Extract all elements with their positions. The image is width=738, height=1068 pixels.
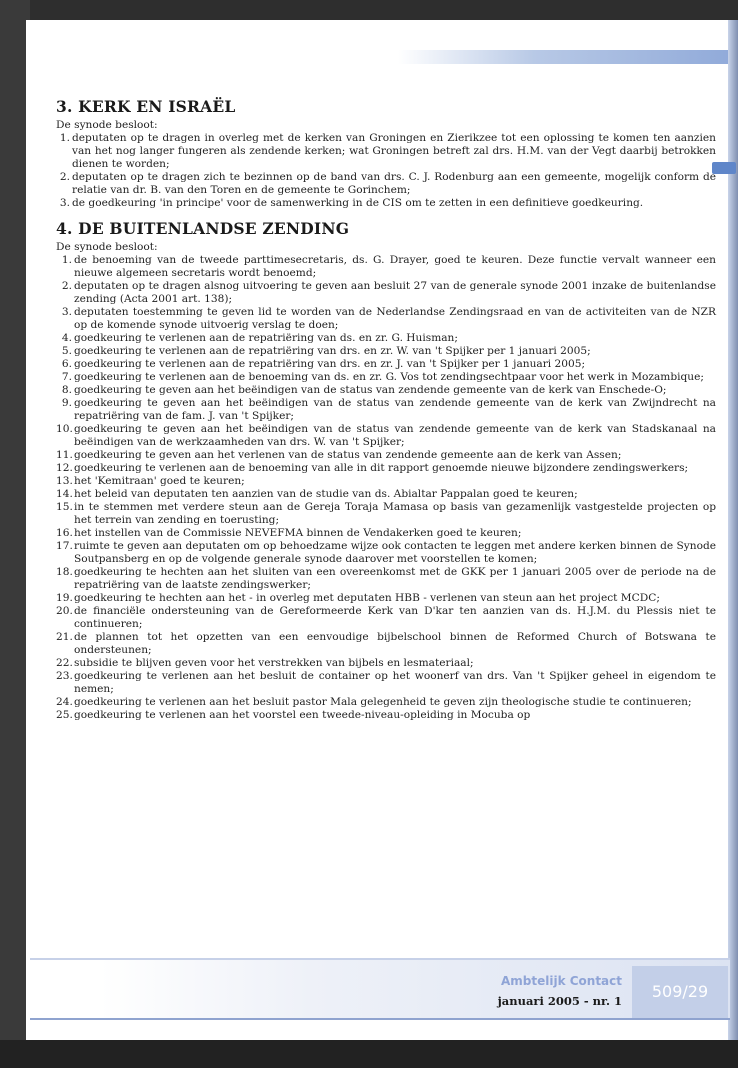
item-number: 16. <box>56 527 73 539</box>
item-text: in te stemmen met verdere steun aan de Gereja Toraja Mamasa op basis van gezamenlijk vastgestelde projecten op het terrein van zending en toerusting; <box>74 501 716 526</box>
list-item <box>56 566 716 592</box>
item-text: de plannen tot het opzetten van een eenvoudige bijbelschool binnen de Reformed Church of Botswana te ondersteunen; <box>74 631 716 656</box>
list-item <box>56 605 716 631</box>
section-title: 4. DE BUITENLANDSE ZENDING <box>56 219 350 238</box>
section-kerk-en-israel <box>56 97 716 210</box>
item-text: subsidie te blijven geven voor het verstrekken van bijbels en lesmateriaal; <box>74 657 474 669</box>
item-text: het instellen van de Commissie NEVEFMA binnen de Vendakerken goed te keuren; <box>74 527 522 539</box>
item-number: 1. <box>61 254 72 266</box>
list-item <box>56 709 716 722</box>
item-text: goedkeuring te verlenen aan het besluit pastor Mala gelegenheid te geven zijn theologische studie te continueren; <box>74 696 692 708</box>
document-body <box>56 97 716 734</box>
item-text: het 'Kemitraan' goed te keuren; <box>74 475 245 487</box>
list-item <box>56 332 716 345</box>
list-item <box>56 696 716 709</box>
list-item <box>56 371 716 384</box>
section-intro: De synode besloot: <box>56 241 158 253</box>
list-item <box>56 132 716 171</box>
item-number: 4. <box>61 332 72 344</box>
list-item <box>56 384 716 397</box>
item-number: 3. <box>61 306 72 318</box>
list-item <box>56 501 716 527</box>
item-text: goedkeuring te geven aan het beëindigen van de status van zendende gemeente van de kerk van Enschede-O; <box>74 384 667 396</box>
list-item <box>56 197 716 210</box>
item-text: deputaten op te dragen alsnog uitvoering te geven aan besluit 27 van de generale synode 2001 inzake de buitenlandse zending (Acta 2001 art. 138); <box>74 280 716 305</box>
item-number: 8. <box>61 384 72 396</box>
item-number: 21. <box>56 631 73 643</box>
item-text: het beleid van deputaten ten aanzien van de studie van ds. Abialtar Pappalan goed te keuren; <box>74 488 578 500</box>
item-text: goedkeuring te geven aan het beëindigen van de status van zendende gemeente van de kerk van Stadskanaal na beëindigen van de werkzaamheden van drs. W. van 't Spijker; <box>74 423 716 448</box>
item-text: deputaten op te dragen zich te bezinnen op de band van drs. C. J. Rodenburg aan een gemeente, mogelijk conform de relatie van dr. B. van den Toren en de gemeente te Gorinchem; <box>72 171 716 196</box>
item-number: 20. <box>56 605 73 617</box>
item-text: goedkeuring te verlenen aan de repatriëring van drs. en zr. J. van 't Spijker per 1 januari 2005; <box>74 358 586 370</box>
list-item <box>56 631 716 657</box>
item-number: 7. <box>61 371 72 383</box>
item-number: 19. <box>56 592 73 604</box>
item-text: goedkeuring te hechten aan het sluiten van een overeenkomst met de GKK per 1 januari 2005 over de periode na de repatriëring van de laatste zendingswerker; <box>74 566 716 591</box>
footer-rule <box>30 1018 730 1020</box>
section-title: 3. KERK EN ISRAËL <box>56 97 236 116</box>
item-number: 6. <box>61 358 72 370</box>
item-number: 1. <box>59 132 70 144</box>
list-item <box>56 592 716 605</box>
item-number: 24. <box>56 696 73 708</box>
item-number: 11. <box>56 449 73 461</box>
footer-band <box>30 960 730 1018</box>
list-item <box>56 345 716 358</box>
list-item <box>56 462 716 475</box>
item-number: 23. <box>56 670 73 682</box>
item-number: 9. <box>61 397 72 409</box>
item-number: 13. <box>56 475 73 487</box>
item-number: 17. <box>56 540 73 552</box>
header-color-band <box>398 50 738 64</box>
item-number: 25. <box>56 709 73 721</box>
item-number: 5. <box>61 345 72 357</box>
issue-info: januari 2005 - nr. 1 <box>497 994 622 1008</box>
item-number: 18. <box>56 566 73 578</box>
item-number: 12. <box>56 462 73 474</box>
list-item <box>56 397 716 423</box>
item-text: de financiële ondersteuning van de Gereformeerde Kerk van D'kar ten aanzien van ds. H.J.M. du Plessis niet te continueren; <box>74 605 716 630</box>
list-item <box>56 488 716 501</box>
item-text: deputaten toestemming te geven lid te worden van de Nederlandse Zendingsraad en van de activiteiten van de NZR op de komende synode uitvoerig verslag te doen; <box>74 306 716 331</box>
list-item <box>56 280 716 306</box>
scan-frame-bottom <box>0 1040 738 1068</box>
item-text: goedkeuring te verlenen aan de repatriëring van ds. en zr. G. Huisman; <box>74 332 458 344</box>
item-text: ruimte te geven aan deputaten om op behoedzame wijze ook contacten te leggen met andere kerken binnen de Synode Soutpansberg en op de volgende generale synode daarover met voorstellen te komen; <box>74 540 716 565</box>
list-item <box>56 540 716 566</box>
section-intro: De synode besloot: <box>56 119 158 131</box>
list-item <box>56 306 716 332</box>
list-item <box>56 171 716 197</box>
item-number: 22. <box>56 657 73 669</box>
list-item <box>56 527 716 540</box>
item-number: 2. <box>61 280 72 292</box>
list-item <box>56 423 716 449</box>
item-text: goedkeuring te verlenen aan de benoeming van ds. en zr. G. Vos tot zendingsechtpaar voor het werk in Mozambique; <box>74 371 704 383</box>
list-item <box>56 254 716 280</box>
scan-frame-top <box>0 0 738 22</box>
item-number: 2. <box>59 171 70 183</box>
publication-name: Ambtelijk Contact <box>500 974 622 988</box>
item-text: deputaten op te dragen in overleg met de kerken van Groningen en Zierikzee tot een oplossing te komen ten aanzien van het nog langer fungeren als zendende kerken; wat Groningen betreft zal drs. H.M. van der Vegt daarbij betrokken dienen te worden; <box>72 132 716 170</box>
list-item <box>56 475 716 488</box>
item-text: goedkeuring te geven aan het verlenen van de status van zendende gemeente aan de kerk van Assen; <box>74 449 622 461</box>
page-number: 509/29 <box>651 982 709 1001</box>
item-text: goedkeuring te geven aan het beëindigen van de status van zendende gemeente van de kerk van Zwijndrecht na repatriëring van de fam. J. van 't Spijker; <box>74 397 716 422</box>
item-text: goedkeuring te verlenen aan het voorstel een tweede-niveau-opleiding in Mocuba op <box>74 709 531 721</box>
item-text: goedkeuring te verlenen aan de benoeming van alle in dit rapport genoemde nieuwe bijzondere zendingswerkers; <box>74 462 689 474</box>
list-item <box>56 449 716 462</box>
item-text: goedkeuring te verlenen aan de repatriëring van drs. en zr. W. van 't Spijker per 1 januari 2005; <box>74 345 591 357</box>
item-text: goedkeuring te hechten aan het - in overleg met deputaten HBB - verlenen van steun aan het project MCDC; <box>74 592 660 604</box>
item-text: de goedkeuring 'in principe' voor de samenwerking in de CIS om te zetten in een definitieve goedkeuring. <box>72 197 644 209</box>
item-text: goedkeuring te verlenen aan het besluit de container op het woonerf van drs. Van 't Spijker geheel in eigendom te nemen; <box>74 670 716 695</box>
list-item <box>56 657 716 670</box>
list-item <box>56 358 716 371</box>
list-item <box>56 670 716 696</box>
section-buitenlandse-zending <box>56 219 716 722</box>
decision-list <box>56 132 716 210</box>
decision-list <box>56 254 716 722</box>
item-number: 14. <box>56 488 73 500</box>
item-number: 3. <box>59 197 70 209</box>
item-text: de benoeming van de tweede parttimesecretaris, ds. G. Drayer, goed te keuren. Deze functie vervalt wanneer een nieuwe algemeen secretaris wordt benoemd; <box>74 254 716 279</box>
item-number: 15. <box>56 501 73 513</box>
item-number: 10. <box>56 423 73 435</box>
